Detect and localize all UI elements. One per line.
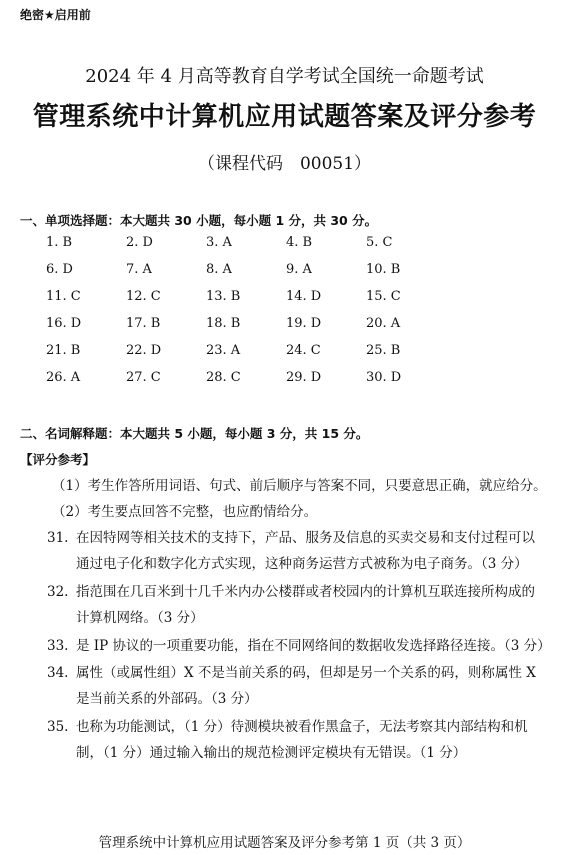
answer-number: 35. [47, 719, 69, 735]
answer-item: 15. C [366, 289, 401, 304]
answer-item: 9. A [286, 262, 312, 277]
answer-text-line: 属性（或属性组）X 不是当前关系的码，但却是另一个关系的码，则称属性 X [76, 665, 536, 681]
answer-item: 6. D [46, 262, 73, 277]
answer-row [46, 235, 446, 262]
answer-item: 12. C [126, 289, 161, 304]
section1-heading: 一、单项选择题：本大题共 30 小题，每小题 1 分，共 30 分。 [20, 213, 378, 228]
section2-heading: 二、名词解释题：本大题共 5 小题，每小题 3 分，共 15 分。 [20, 426, 369, 441]
answer-item: 26. A [46, 370, 81, 385]
scoring-note: （1）考生作答所用词语、句式、前后顺序与答案不同，只要意思正确，就应给分。 [52, 478, 547, 494]
answer-row [46, 262, 446, 289]
answer-item: 28. C [206, 370, 241, 385]
answer-row [46, 316, 446, 343]
answer-item: 29. D [286, 370, 322, 385]
answer-item: 13. B [206, 289, 241, 304]
answer-item: 21. B [46, 343, 81, 358]
answer-text-line: 制，（1 分）通过输入输出的规范检测评定模块有无错误。（1 分） [76, 745, 467, 761]
answer-row [46, 289, 446, 316]
answer-item: 16. D [46, 316, 82, 331]
scoring-note: （2）考生要点回答不完整，也应酌情给分。 [52, 504, 318, 520]
answer-item: 3. A [206, 235, 232, 250]
answer-item: 30. D [366, 370, 402, 385]
answer-row [46, 370, 446, 397]
answer-item: 2. D [126, 235, 153, 250]
answer-item: 18. B [206, 316, 241, 331]
answer-key-grid [46, 235, 446, 397]
answer-item: 1. B [46, 235, 73, 250]
answer-item: 20. A [366, 316, 401, 331]
answer-item: 11. C [46, 289, 81, 304]
answer-text-line: 是当前关系的外部码。（3 分） [76, 691, 258, 707]
answer-item: 14. D [286, 289, 322, 304]
answer-text-line: 通过电子化和数字化方式实现，这种商务运营方式被称为电子商务。（3 分） [76, 556, 528, 572]
answer-text-line: 是 IP 协议的一项重要功能，指在不同网络间的数据收发选择路径连接。（3 分） [76, 638, 551, 654]
answer-number: 31. [47, 530, 69, 546]
scoring-reference-label: 【评分参考】 [20, 452, 96, 467]
answer-item: 23. A [206, 343, 241, 358]
answer-number: 33. [47, 638, 69, 654]
answer-item: 8. A [206, 262, 232, 277]
answer-text-line: 在因特网等相关技术的支持下，产品、服务及信息的买卖交易和支付过程可以 [76, 530, 535, 546]
course-code: （课程代码 00051） [197, 154, 372, 174]
answer-text-line: 指范围在几百米到十几千米内办公楼群或者校园内的计算机互联连接所构成的 [76, 584, 535, 600]
answer-item: 22. D [126, 343, 162, 358]
document-title: 管理系统中计算机应用试题答案及评分参考 [32, 102, 537, 132]
answer-item: 7. A [126, 262, 152, 277]
confidential-label: 绝密★启用前 [20, 8, 91, 22]
answer-item: 24. C [286, 343, 321, 358]
answer-item: 27. C [126, 370, 161, 385]
answer-item: 10. B [366, 262, 401, 277]
page-footer: 管理系统中计算机应用试题答案及评分参考第 1 页（共 3 页） [98, 835, 471, 851]
answer-row [46, 343, 446, 370]
answer-item: 5. C [366, 235, 393, 250]
answer-item: 25. B [366, 343, 401, 358]
exam-title: 2024 年 4 月高等教育自学考试全国统一命题考试 [85, 66, 484, 87]
answer-text-line: 计算机网络。（3 分） [76, 610, 204, 626]
answer-item: 4. B [286, 235, 313, 250]
answer-text-line: 也称为功能测试，（1 分）待测模块被看作黑盒子，无法考察其内部结构和机 [76, 719, 528, 735]
answer-item: 19. D [286, 316, 322, 331]
answer-number: 34. [47, 665, 69, 681]
answer-item: 17. B [126, 316, 161, 331]
answer-number: 32. [47, 584, 69, 600]
